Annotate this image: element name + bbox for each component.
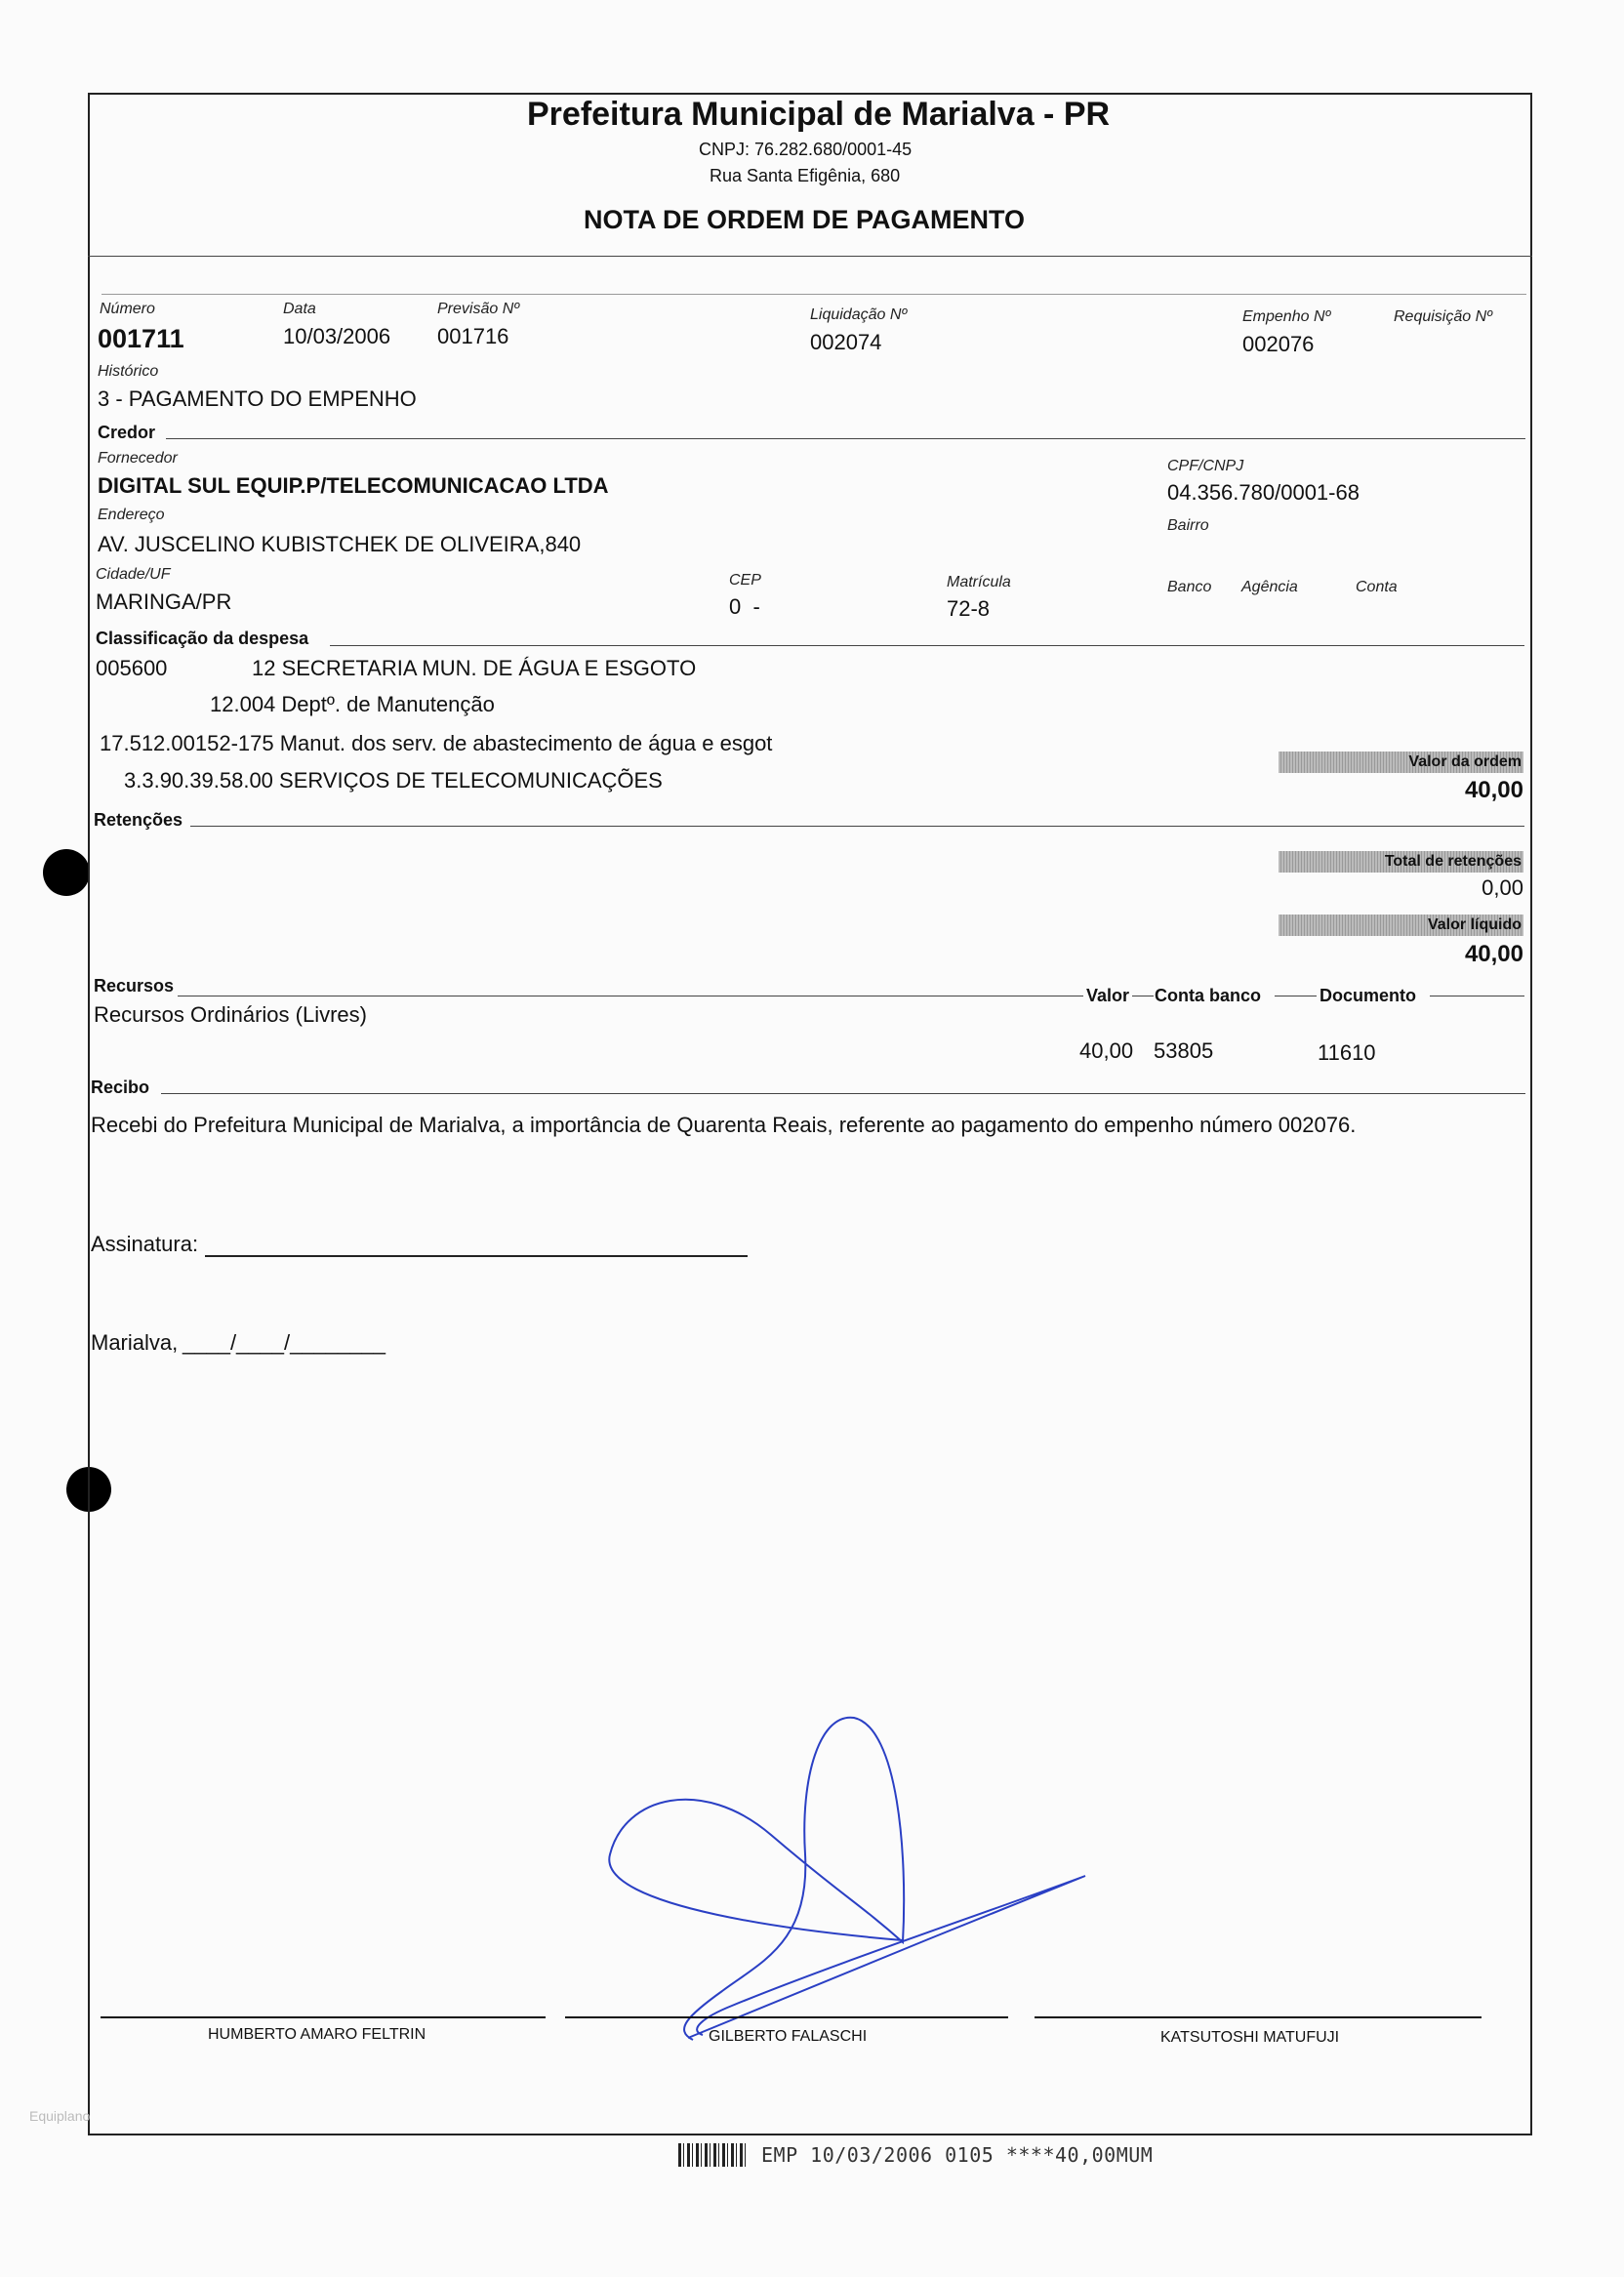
- valor-liquido-value: 40,00: [1464, 941, 1523, 967]
- retencoes-section: Retenções: [94, 810, 183, 830]
- agencia-label: Agência: [1241, 579, 1298, 595]
- conta-label: Conta: [1356, 579, 1398, 595]
- historico-label: Histórico: [98, 363, 159, 380]
- cpf-value: 04.356.780/0001-68: [1167, 480, 1360, 505]
- numero-value: 001711: [98, 324, 184, 353]
- empenho-value: 002076: [1242, 332, 1315, 356]
- address-line: Rua Santa Efigênia, 680: [710, 166, 901, 185]
- liquidacao-label: Liquidação Nº: [810, 306, 908, 323]
- numero-label: Número: [100, 301, 155, 317]
- valor-liquido-label: Valor líquido: [1427, 916, 1522, 933]
- barcode-icon: [678, 2143, 749, 2167]
- assinatura-label: Assinatura:: [91, 1232, 199, 1256]
- recursos-valor: 40,00: [1079, 1038, 1134, 1063]
- classificacao-funcional: 17.512.00152-175 Manut. dos serv. de abastecimento de água e esgot: [100, 731, 773, 755]
- footer-stamp: EMP 10/03/2006 0105 ****40,00MUM: [761, 2143, 1154, 2167]
- recursos-documento-label: Documento: [1320, 986, 1416, 1005]
- signatory-1: HUMBERTO AMARO FELTRIN: [208, 2026, 426, 2043]
- cidade-label: Cidade/UF: [96, 566, 171, 583]
- credor-section: Credor: [98, 423, 156, 442]
- liquidacao-value: 002074: [810, 330, 882, 354]
- data-label: Data: [283, 301, 316, 317]
- classificacao-orgao: 12 SECRETARIA MUN. DE ÁGUA E ESGOTO: [252, 656, 697, 680]
- cep-value: 0 -: [729, 594, 760, 619]
- local-label: Marialva,: [91, 1330, 179, 1355]
- historico-value: 3 - PAGAMENTO DO EMPENHO: [98, 386, 417, 411]
- requisicao-label: Requisição Nº: [1394, 308, 1492, 325]
- date-blank: ____/____/________: [183, 1330, 386, 1355]
- document-title: NOTA DE ORDEM DE PAGAMENTO: [584, 205, 1026, 234]
- classificacao-code: 005600: [96, 656, 168, 680]
- fornecedor-value: DIGITAL SUL EQUIP.P/TELECOMUNICACAO LTDA: [98, 473, 609, 498]
- recursos-documento: 11610: [1318, 1040, 1376, 1065]
- recursos-section: Recursos: [94, 976, 175, 996]
- recursos-valor-label: Valor: [1086, 986, 1130, 1005]
- signatory-3: KATSUTOSHI MATUFUJI: [1160, 2029, 1340, 2046]
- previsao-value: 001716: [437, 324, 509, 348]
- recursos-conta: 53805: [1154, 1038, 1214, 1063]
- matricula-value: 72-8: [947, 596, 991, 621]
- classificacao-unidade: 12.004 Deptº. de Manutenção: [210, 692, 495, 716]
- signature-line-2: [565, 2016, 1008, 2018]
- signature-line-1: [101, 2016, 546, 2018]
- cidade-value: MARINGA/PR: [96, 590, 232, 614]
- cep-label: CEP: [729, 572, 761, 589]
- cpf-label: CPF/CNPJ: [1167, 458, 1244, 474]
- bairro-label: Bairro: [1167, 517, 1209, 534]
- signature-line-3: [1035, 2016, 1482, 2018]
- valor-ordem-value: 40,00: [1464, 777, 1523, 803]
- matricula-label: Matrícula: [947, 574, 1011, 590]
- endereco-label: Endereço: [98, 507, 165, 523]
- endereco-value: AV. JUSCELINO KUBISTCHEK DE OLIVEIRA,840: [98, 532, 582, 556]
- fornecedor-label: Fornecedor: [98, 450, 178, 467]
- software-watermark: Equiplano: [29, 2108, 91, 2124]
- recursos-conta-label: Conta banco: [1155, 986, 1262, 1005]
- recursos-descricao: Recursos Ordinários (Livres): [94, 1002, 367, 1027]
- banco-label: Banco: [1167, 579, 1212, 595]
- valor-ordem-label: Valor da ordem: [1408, 753, 1522, 770]
- recibo-text: Recebi do Prefeitura Municipal de Marialva, a importância de Quarenta Reais, referente ao pagamento do empenho número 002076.: [91, 1113, 1357, 1137]
- empenho-label: Empenho Nº: [1242, 308, 1331, 325]
- total-retencoes-label: Total de retenções: [1384, 853, 1522, 870]
- classificacao-elemento: 3.3.90.39.58.00 SERVIÇOS DE TELECOMUNICAÇÕES: [124, 768, 663, 793]
- cnpj-line: CNPJ: 76.282.680/0001-45: [699, 140, 913, 159]
- classificacao-section: Classificação da despesa: [96, 629, 309, 648]
- data-value: 10/03/2006: [283, 324, 391, 348]
- signatory-2: GILBERTO FALASCHI: [709, 2028, 868, 2045]
- municipality-title: Prefeitura Municipal de Marialva - PR: [527, 96, 1111, 133]
- recibo-section: Recibo: [91, 1078, 150, 1097]
- previsao-label: Previsão Nº: [437, 301, 520, 317]
- total-retencoes-value: 0,00: [1482, 875, 1523, 900]
